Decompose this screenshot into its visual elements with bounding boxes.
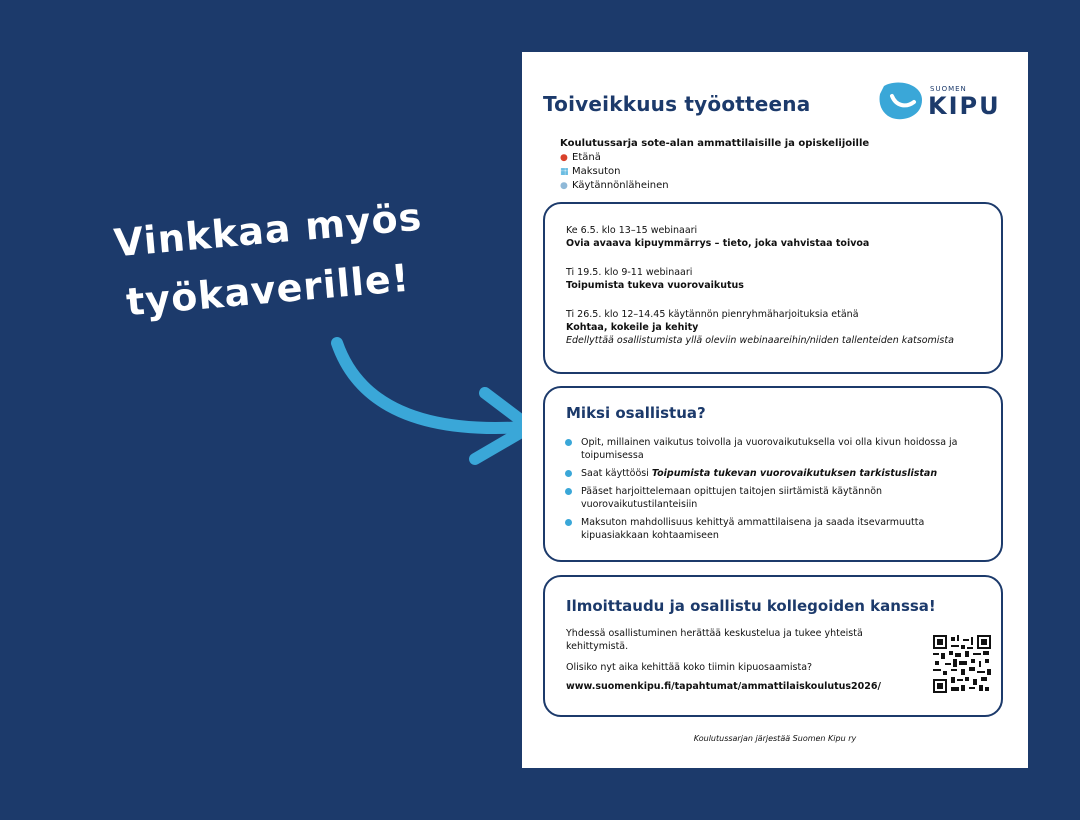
intro-item: ▦ Maksuton [560, 166, 621, 177]
promo-text [78, 194, 458, 325]
session-note: Edellyttää osallistumista yllä oleviin webinaareihin/niiden tallenteiden katsomista [566, 335, 954, 346]
session-item [566, 224, 996, 250]
intro-item: ● Etänä [560, 152, 601, 163]
session-date: Ti 26.5. klo 12–14.45 käytännön pienryhmäharjoituksia etänä [566, 309, 859, 320]
flyer-title: Toiveikkuus työotteena [543, 92, 811, 116]
qr-code-icon[interactable] [933, 635, 991, 693]
session-date: Ti 19.5. klo 9-11 webinaari [566, 267, 693, 278]
bullet-icon [565, 470, 572, 477]
promo-line-1: Vinkkaa myös [112, 194, 424, 266]
session-item [566, 308, 996, 347]
list-item: Maksuton mahdollisuus kehittyä ammattilaisena ja saada itsevarmuutta kipuasiakkaan kohtaamiseen [565, 516, 985, 542]
register-paragraph-1: Yhdessä osallistuminen herättää keskustelua ja tukee yhteistä kehittymistä. [566, 628, 863, 652]
registration-link[interactable]: www.suomenkipu.fi/tapahtumat/ammattilaiskoulutus2026/ [566, 681, 881, 692]
bullet-icon [565, 519, 572, 526]
register-paragraph-2: Olisiko nyt aika kehittää koko tiimin kipuosaamista? [566, 662, 813, 673]
bullet-icon [565, 439, 572, 446]
logo-top-text: SUOMEN [930, 85, 967, 93]
list-item: Pääset harjoittelemaan opittujen taitojen siirtämistä käytännön vuorovaikutustilanteisiin [565, 485, 985, 511]
checklist-emphasis: Toipumista tukevan vuorovaikutuksen tarkistuslistan [651, 468, 938, 479]
flyer-footer: Koulutussarjan järjestää Suomen Kipu ry [693, 734, 857, 743]
sessions-box [543, 202, 1003, 374]
wallet-icon: ▦ [560, 167, 569, 177]
session-title: Toipumista tukeva vuorovaikutus [566, 280, 744, 291]
promo-line-2: työkaverille! [124, 255, 412, 325]
session-item [566, 266, 996, 292]
why-heading: Miksi osallistua? [566, 404, 706, 422]
register-heading: Ilmoittaudu ja osallistu kollegoiden kanssa! [566, 597, 936, 615]
intro-item: ● Käytännönläheinen [560, 180, 669, 191]
curved-arrow-icon [325, 335, 545, 475]
session-title: Kohtaa, kokeile ja kehity [566, 322, 699, 333]
flyer-document [522, 52, 1028, 768]
intro-section [560, 137, 869, 193]
bullet-icon [565, 488, 572, 495]
suomen-kipu-logo [878, 80, 1008, 126]
why-box [543, 386, 1003, 562]
session-title: Ovia avaava kipuymmärrys – tieto, joka vahvistaa toivoa [566, 238, 870, 249]
list-item: Opit, millainen vaikutus toivolla ja vuorovaikutuksella voi olla kivun hoidossa ja toipumisessa [565, 436, 985, 462]
location-pin-icon: ● [560, 153, 568, 163]
register-box [543, 575, 1003, 717]
session-date: Ke 6.5. klo 13–15 webinaari [566, 225, 698, 236]
kipu-logo-icon [878, 80, 924, 124]
speech-bubble-icon: ● [560, 181, 568, 191]
why-list [565, 436, 985, 547]
list-item: Saat käyttöösi Toipumista tukevan vuorovaikutuksen tarkistuslistan [565, 467, 985, 480]
intro-subtitle: Koulutussarja sote-alan ammattilaisille ja opiskelijoille [560, 138, 870, 149]
logo-main-text: KIPU [928, 92, 1001, 120]
